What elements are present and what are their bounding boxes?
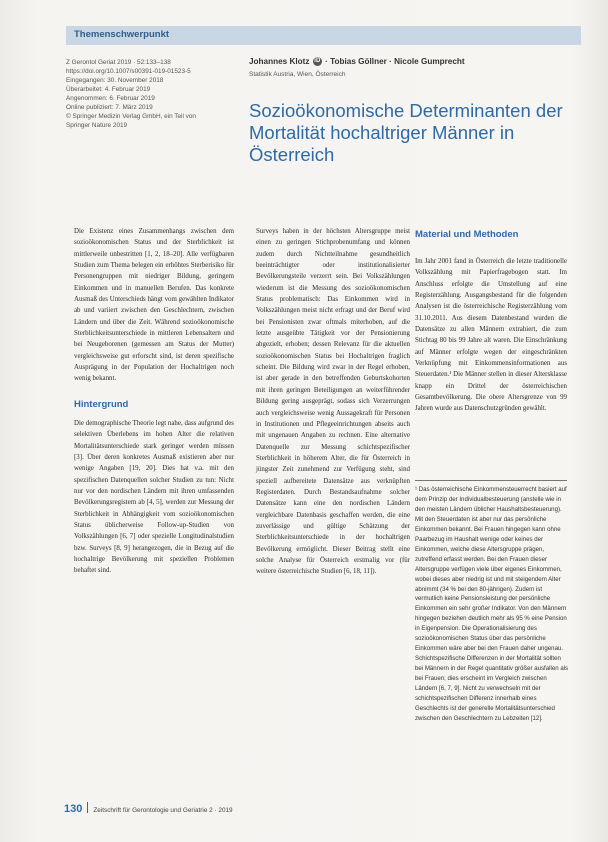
section-heading-hintergrund: Hintergrund	[74, 398, 129, 410]
journal-name: Zeitschrift für Gerontologie und Geriatrie 2 · 2019	[93, 807, 233, 814]
section-label: Themenschwerpunkt	[74, 29, 170, 40]
meta-citation: Z Gerontol Geriat 2019 · 52:133–138	[66, 59, 171, 66]
text-column-1	[74, 226, 234, 577]
author-name: Nicole Gumprecht	[394, 57, 465, 66]
page-number: 130	[64, 803, 83, 815]
meta-published: Online publiziert: 7. März 2019	[66, 104, 153, 111]
orcid-icon: iD	[314, 58, 321, 65]
body-paragraph: Die demographische Theorie legt nahe, dass aufgrund des selektiven Überlebens im hohen Alter die relativen Mortalitätsunterschiede stark geringer werden müssen [3]. Über deren konkretes Ausmaß existieren aber nur wenige Angaben [19, 20]. Dies hat v.a. mit den spezifischen Datenquellen solcher Studien zu tun: Nicht nur vor den nordischen Ländern mit ihren umfassenden Bevölkerungsregistern ab [4, 5], werden zur Messung der Sterblichkeit in Abhängigkeit vom sozioökonomischen Status üblicherweise Follow-up-Studien von Volkszählungen [6, 7] oder spezielle Longitudinalstudien bzw. Surveys [8, 9] herangezogen, die in Bezug auf die hochaltrige Bevölkerung mit speziellen Problemen behaftet sind.	[74, 419, 234, 575]
meta-revised: Überarbeitet: 4. Februar 2019	[66, 86, 151, 93]
meta-accepted: Angenommen: 6. Februar 2019	[66, 95, 155, 102]
section-header-bar	[66, 26, 581, 45]
author-name: Tobias Göllner	[330, 57, 387, 66]
body-paragraph: Im Jahr 2001 fand in Österreich die letzte traditionelle Volkszählung mit Papierfragebogen statt. Im Anschluss erfolgte die Umstellung auf eine Registerzählung. Ausgangsbestand für die folgenden Analysen ist die österreichische Registerzählung vom 31.10.2011. Aus diesem Datenbestand wurden die Datensätze zu allen Männern extrahiert, die zum Stichtag 80 bis 99 Jahre alt waren. Die Einschränkung auf Männer erfolgte wegen der eingeschränkten Verknüpfung mit Einkommensinformationen aus Steuerdaten.¹ Die Männer stellen in dieser Altersklasse knapp ein Drittel der österreichischen Gesamtbevölkerung. Die obere Altersgrenze von 99 Jahren wurde aus Datenschutzgründen gewählt.	[415, 258, 567, 413]
author-name: Johannes Klotz	[249, 57, 310, 66]
page-footer	[64, 799, 233, 817]
text-column-2	[256, 226, 410, 578]
footer-divider	[87, 802, 88, 813]
meta-copyright: © Springer Medizin Verlag GmbH, ein Teil von	[66, 113, 196, 120]
article-metadata	[66, 58, 241, 130]
author-line: Johannes Klotz iD · Tobias Göllner · Nicole Gumprecht	[249, 57, 465, 66]
footnote-divider	[415, 480, 567, 481]
footnote: ¹ Das österreichische Einkommensteuerrecht basiert auf dem Prinzip der Individualbesteuerung (anstelle wie in den meisten Ländern üblicher Haushaltsbesteuerung). Mit den Steuerdaten ist aber nur das persönliche Einkommen bekannt. Bei Frauen hingegen kann ohne Paarbezug im Haushalt wenige oder keines der Einkommen, welche diese Altersgruppe prägen, zutreffend erfasst werden. Bei den Frauen dieser Altersgruppe verfügen viele über eigenes Einkommen, wobei dieses aber niedrig ist und mit steigendem Alter abnimmt (34 % bei den 80-jährigen). Zudem ist vermutlich keine Pensionsleistung der persönliche Einkommen ein sehr großer Indikator. Von den Männern hingegen beziehen deutlich mehr als 95 % eine Pension in Eigenpension. Die Operationalisierung des sozioökonomischen Status über das persönliche Einkommen wäre aber bei den Frauen daher ungenau. Schichtspezifische Differenzen in der Mortalität sollten bei Männern in der Regel quantitativ größer ausfallen als bei Frauen; dies erscheint im Vergleich zwischen Ländern [6, 7, 9]. Nicht zu verwechseln mit der schichtspezifischen Differenz innerhalb eines Geschlechts ist der generelle Mortalitätsunterschied zwischen den Geschlechtern zu Lebzeiten [12].	[415, 486, 569, 722]
article-title: Sozioökonomische Determinanten der Mortalität hochaltriger Männer in Österreich	[249, 100, 563, 165]
meta-received: Eingegangen: 30. November 2018	[66, 77, 164, 84]
section-heading-material: Material und Methoden	[415, 229, 519, 240]
body-paragraph: Surveys haben in der höchsten Altersgruppe meist einen zu geringen Stichprobenumfang und können zudem durch Nichtteilnahme gesundheitlich beeinträchtigter oder institutionalisierter Bevölkerungsteile verzerrt sein. Bei Volkszählungen wiederum ist die Messung des sozioökonomischen Status problematisch: Das Einkommen wird in Volkszählungen meist nicht erfragt und der Beruf wird bei Pensionisten zwar oftmals miterhoben, auf die letzte ausgeübte Tätigkeit vor der Pensionierung abgezielt, erhoben; dessen Relevanz für die aktuellen sozioökonomischen Status bei Hochaltrigen fraglich scheint. Die Bildung wird zwar in der Regel erhoben, ist aber gerade in den betreffenden Geburtskohorten mit ihren geringen Beteiligungen an weiterführender Bildung gering ausgeprägt, sodass sich Verzerrungen auch vergleichsweise wenig Aussagekraft für Personen in Institutionen und Pflegeeinrichtungen abseits auch mit ungenauen Angaben zu rechnen. Eine alternative Datenquelle zur Messung schichtspezifischer Sterblichkeit in höherem Alter, die für Österreich in jüngster Zeit zunehmend zur Verfügung steht, sind speziell aufbereitete Datensätze aus verknüpften Registerdaten. Durch Bestandsaufnahme solcher Datensätze kann eine den nordischen Ländern vergleichbare Datenbasis geschaffen werden, die eine zuverlässige und gültige Schätzung der Sterblichkeitsunterschiede in der hochaltrigen Bevölkerung ermöglicht. Dieser Beitrag stellt eine solche Analyse für Österreich erstmalig vor (für weitere österreichische Studien [6, 18, 11]).	[256, 228, 410, 576]
affiliation: Statistik Austria, Wien, Österreich	[249, 71, 346, 78]
meta-doi: https://doi.org/10.1007/s00391-019-01523-5	[66, 68, 191, 75]
meta-copyright-2: Springer Nature 2019	[66, 122, 128, 129]
intro-paragraph: Die Existenz eines Zusammenhangs zwischen dem sozioökonomischen Status und der Sterblichkeit ist mittlerweile unbestritten [1, 2, 18–20]. Alle verfügbaren Studien zum Thema belegen ein erhöhtes Sterberisiko für Personengruppen mit niedriger Bildung, geringem Einkommen und in manuellen Berufen. Das konkrete Ausmaß des Unterschieds hängt vom gewählten Indikator ab und variiert zwischen den Geschlechtern, zwischen Ländern und über die Zeit. Während sozioökonomische Sterblichkeitsunterschiede in mittleren Lebensaltern und bei Neugeborenen (gemessen am Status der Mutter) vergleichsweise gut erforscht sind, ist deren spezifische Ausprägung in der Population der Hochaltrigen noch wenig bekannt.	[74, 228, 234, 383]
text-column-3	[415, 256, 567, 415]
